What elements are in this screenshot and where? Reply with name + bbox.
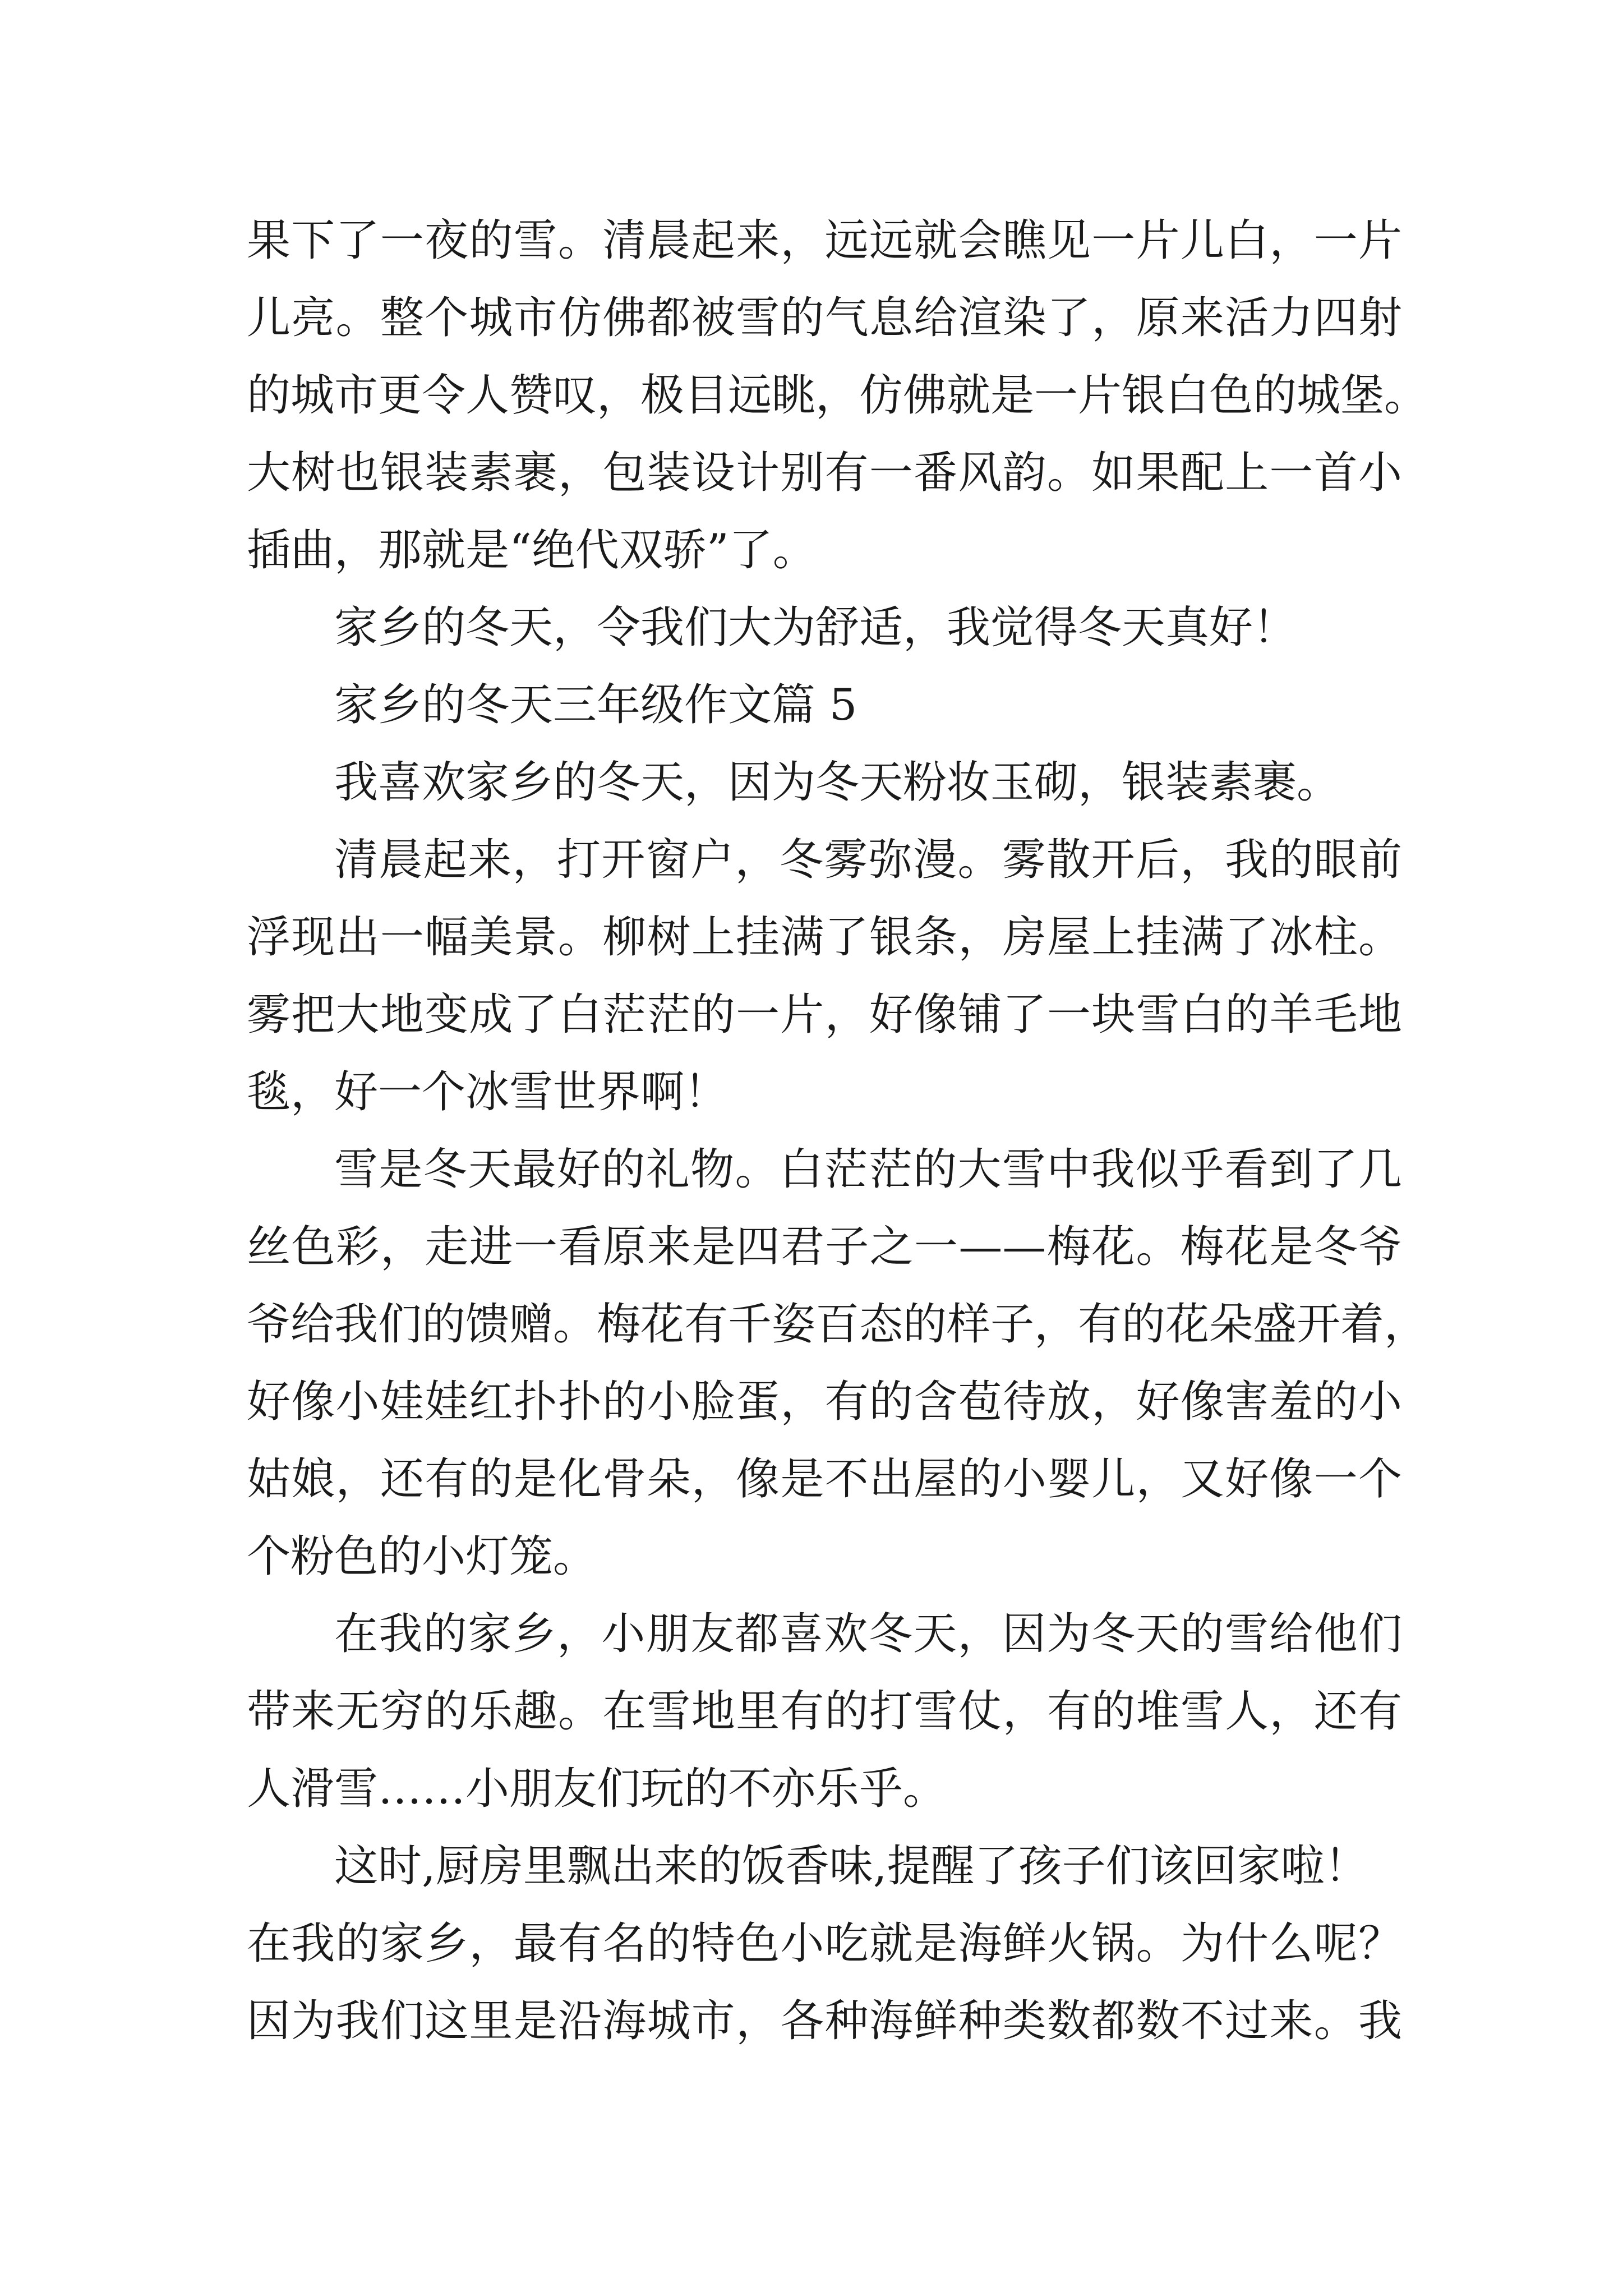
text-line: 清晨起来，打开窗户，冬雾弥漫。雾散开后，我的眼前: [334, 835, 1402, 885]
text-line: 的城市更令人赞叹，极目远眺，仿佛就是一片银白色的城堡。: [247, 370, 1428, 421]
text-line: 果下了一夜的雪。清晨起来，远远就会瞧见一片儿白，一片: [247, 215, 1402, 266]
text-line: 儿亮。整个城市仿佛都被雪的气息给渲染了，原来活力四射: [247, 293, 1402, 343]
text-line: 我喜欢家乡的冬天，因为冬天粉妆玉砌，银装素裹。: [334, 757, 1341, 808]
document-body: [247, 202, 1428, 2060]
text-line: 毯，好一个冰雪世界啊！: [247, 1067, 728, 1117]
text-line: 插曲，那就是“绝代双骄”了。: [247, 525, 817, 576]
text-line: 在我的家乡，最有名的特色小吃就是海鲜火锅。为什么呢？: [247, 1918, 1402, 1969]
text-line: 在我的家乡，小朋友都喜欢冬天，因为冬天的雪给他们: [334, 1609, 1402, 1659]
text-line: 因为我们这里是沿海城市，各种海鲜种类数都数不过来。我: [247, 1996, 1402, 2046]
text-line: 好像小娃娃红扑扑的小脸蛋，有的含苞待放，好像害羞的小: [247, 1377, 1402, 1427]
text-line: 丝色彩，走进一看原来是四君子之一——梅花。梅花是冬爷: [247, 1222, 1402, 1272]
text-line: 个粉色的小灯笼。: [247, 1531, 597, 1582]
text-line: 浮现出一幅美景。柳树上挂满了银条，房屋上挂满了冰柱。: [247, 912, 1402, 963]
text-line: 人滑雪……小朋友们玩的不亦乐乎。: [247, 1764, 947, 1814]
text-line: 这时,厨房里飘出来的饭香味,提醒了孩子们该回家啦！: [334, 1841, 1368, 1892]
text-line: 爷给我们的馈赠。梅花有千姿百态的样子，有的花朵盛开着，: [247, 1299, 1428, 1350]
text-line: 大树也银装素裹，包装设计别有一番风韵。如果配上一首小: [247, 448, 1402, 498]
text-line: 雾把大地变成了白茫茫的一片，好像铺了一块雪白的羊毛地: [247, 990, 1402, 1040]
text-line: 家乡的冬天，令我们大为舒适，我觉得冬天真好！: [334, 602, 1297, 653]
text-line: 带来无穷的乐趣。在雪地里有的打雪仗，有的堆雪人，还有: [247, 1686, 1402, 1737]
text-line: 家乡的冬天三年级作文篇 5: [334, 680, 857, 730]
text-line: 雪是冬天最好的礼物。白茫茫的大雪中我似乎看到了几: [334, 1144, 1402, 1195]
text-line: 姑娘，还有的是化骨朵，像是不出屋的小婴儿，又好像一个: [247, 1454, 1402, 1504]
